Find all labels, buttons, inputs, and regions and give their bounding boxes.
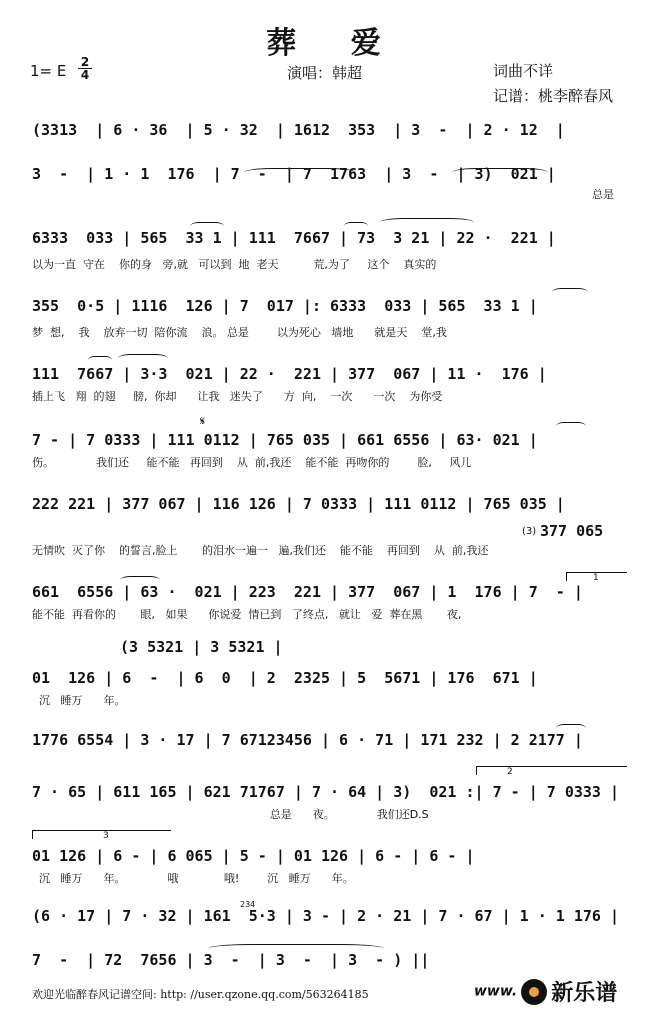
lyric-line: 总是 xyxy=(592,188,614,201)
notation-line: (6 · 17 | 7 · 32 | 161 5·3 | 3 - | 2 · 21 | 7 · 67 | 1 · 1 176 | xyxy=(32,907,619,925)
tie-mark xyxy=(244,168,356,177)
score-system-5 xyxy=(0,364,669,424)
score-system-6 xyxy=(0,414,669,490)
notation-line: 1776 6554 | 3 · 17 | 7 67123456 | 6 · 71 | 171 232 | 2 2177 | xyxy=(32,731,583,749)
transcriber-credit: 记谱：桃李醉春风 xyxy=(493,87,614,105)
notation-line: 111 7667 | 3·3 021 | 22 · 221 | 377 067 | 11 · 176 | xyxy=(32,365,547,383)
tie-mark xyxy=(88,356,112,365)
triplet-mark: (3) xyxy=(522,526,537,537)
time-signature xyxy=(78,56,92,81)
record-icon xyxy=(521,979,547,1005)
segno-sign: 𝄋 xyxy=(200,414,206,428)
notation-line: 355 0·5 | 1116 126 | 7 017 |: 6333 033 | 565 33 1 | xyxy=(32,297,538,315)
upper-voice: (3 5321 | 3 5321 | xyxy=(120,638,283,656)
lyric-line: 总是 夜。 我们还D.S xyxy=(32,808,429,821)
tie-mark xyxy=(208,944,384,953)
triplet-bracket: 3 xyxy=(32,830,171,839)
tie-mark xyxy=(344,222,368,231)
score-system-2 xyxy=(0,164,669,224)
lyric-line: 伤。 我们还 能不能 再回到 从 前,我还 能不能 再吻你的 脸, 风儿 xyxy=(32,456,472,469)
singer-credit: 演唱：韩超 xyxy=(287,64,363,82)
notation-line: 01 126 | 6 - | 6 065 | 5 - | 01 126 | 6 - | 6 - | xyxy=(32,847,475,865)
logo-text: 新乐谱 xyxy=(551,981,618,1006)
lyric-line: 以为一直 守在 你的身 旁,就 可以到 地 老天 荒,为了 这个 真实的 xyxy=(32,258,437,271)
tie-mark xyxy=(556,422,586,431)
triplet-notes: 377 065 xyxy=(540,522,604,540)
composer-credit: 词曲不详 xyxy=(493,62,554,80)
notation-line: 7 - | 7 0333 | 111 0112 | 765 035 | 661 6556 | 63· 021 | xyxy=(32,431,538,449)
notation-line: (3313 | 6 · 36 | 5 · 32 | 1612 353 | 3 - | 2 · 12 | xyxy=(32,121,565,139)
tie-mark xyxy=(190,222,224,231)
volta-1: 1 xyxy=(566,572,627,581)
tie-mark xyxy=(380,218,474,227)
score-system-8 xyxy=(0,573,669,642)
site-logo[interactable] xyxy=(474,976,617,1007)
score-system-9 xyxy=(0,638,669,707)
song-title: 葬 爱 xyxy=(266,26,403,61)
notation-line: 3 - | 1 · 1 176 | 7 - | 7 1763 | 3 - | 3) 021 | xyxy=(32,165,556,183)
notation-line: 6333 033 | 565 33 1 | 111 7667 | 73 3 21 | 22 · 221 | xyxy=(32,229,556,247)
key-signature: 1= E xyxy=(30,62,67,80)
score-system-10 xyxy=(0,730,669,790)
time-bottom: 4 xyxy=(80,68,90,82)
score-system-12 xyxy=(0,831,669,906)
tie-mark xyxy=(120,576,160,585)
lyric-line: 无情吹 灭了你 的誓言,脸上 的泪水一遍一 遍,我们还 能不能 再回到 从 前,我还 xyxy=(32,544,489,557)
lyric-line: 梦 想, 我 放弃一切 陪你流 浪。 总是 以为死心 墙地 就是天 堂,我 xyxy=(32,326,447,339)
lyric-line: 沉 睡万 年。 哦 哦! 沉 睡万 年。 xyxy=(32,872,354,885)
notation-line: 661 6556 | 63 · 021 | 223 221 | 377 067 | 1 176 | 7 - | xyxy=(32,583,583,601)
tie-mark xyxy=(118,354,168,363)
score-system-4 xyxy=(0,296,669,356)
score-system-3 xyxy=(0,228,669,288)
score-system-7 xyxy=(0,494,669,557)
tie-mark xyxy=(552,288,588,297)
tie-mark xyxy=(556,724,586,733)
logo-prefix: www. xyxy=(474,983,518,1000)
notation-line: 7 - | 72 7656 | 3 - | 3 - | 3 - ) || xyxy=(32,951,430,969)
lyric-line: 能不能 再看你的 眼, 如果 你说爱 情已到 了终点, 就让 爱 葬在黑 夜, xyxy=(32,608,462,621)
volta-2: 2 xyxy=(476,766,627,775)
time-top: 2 xyxy=(78,56,92,69)
lyric-line: 插上飞 翔 的翅 膀, 你却 让我 迷失了 方 向, 一次 一次 为你受 xyxy=(32,390,443,403)
notation-line: 7 · 65 | 611 165 | 621 71767 | 7 · 64 | 3) 021 :| 7 - | 7 0333 | xyxy=(32,783,619,801)
notation-line: 01 126 | 6 - | 6 0 | 2 2325 | 5 5671 | 176 671 | xyxy=(32,669,538,687)
lyric-line: 沉 睡万 年。 xyxy=(32,694,126,707)
footer-text: 欢迎光临醉春风记谱空间: http: //user.qzone.qq.com/563264185 xyxy=(32,988,369,1001)
notation-line: 222 221 | 377 067 | 116 126 | 7 0333 | 111 0112 | 765 035 | xyxy=(32,495,565,513)
tie-mark xyxy=(452,168,548,177)
grace-notes: 234 xyxy=(240,900,256,909)
